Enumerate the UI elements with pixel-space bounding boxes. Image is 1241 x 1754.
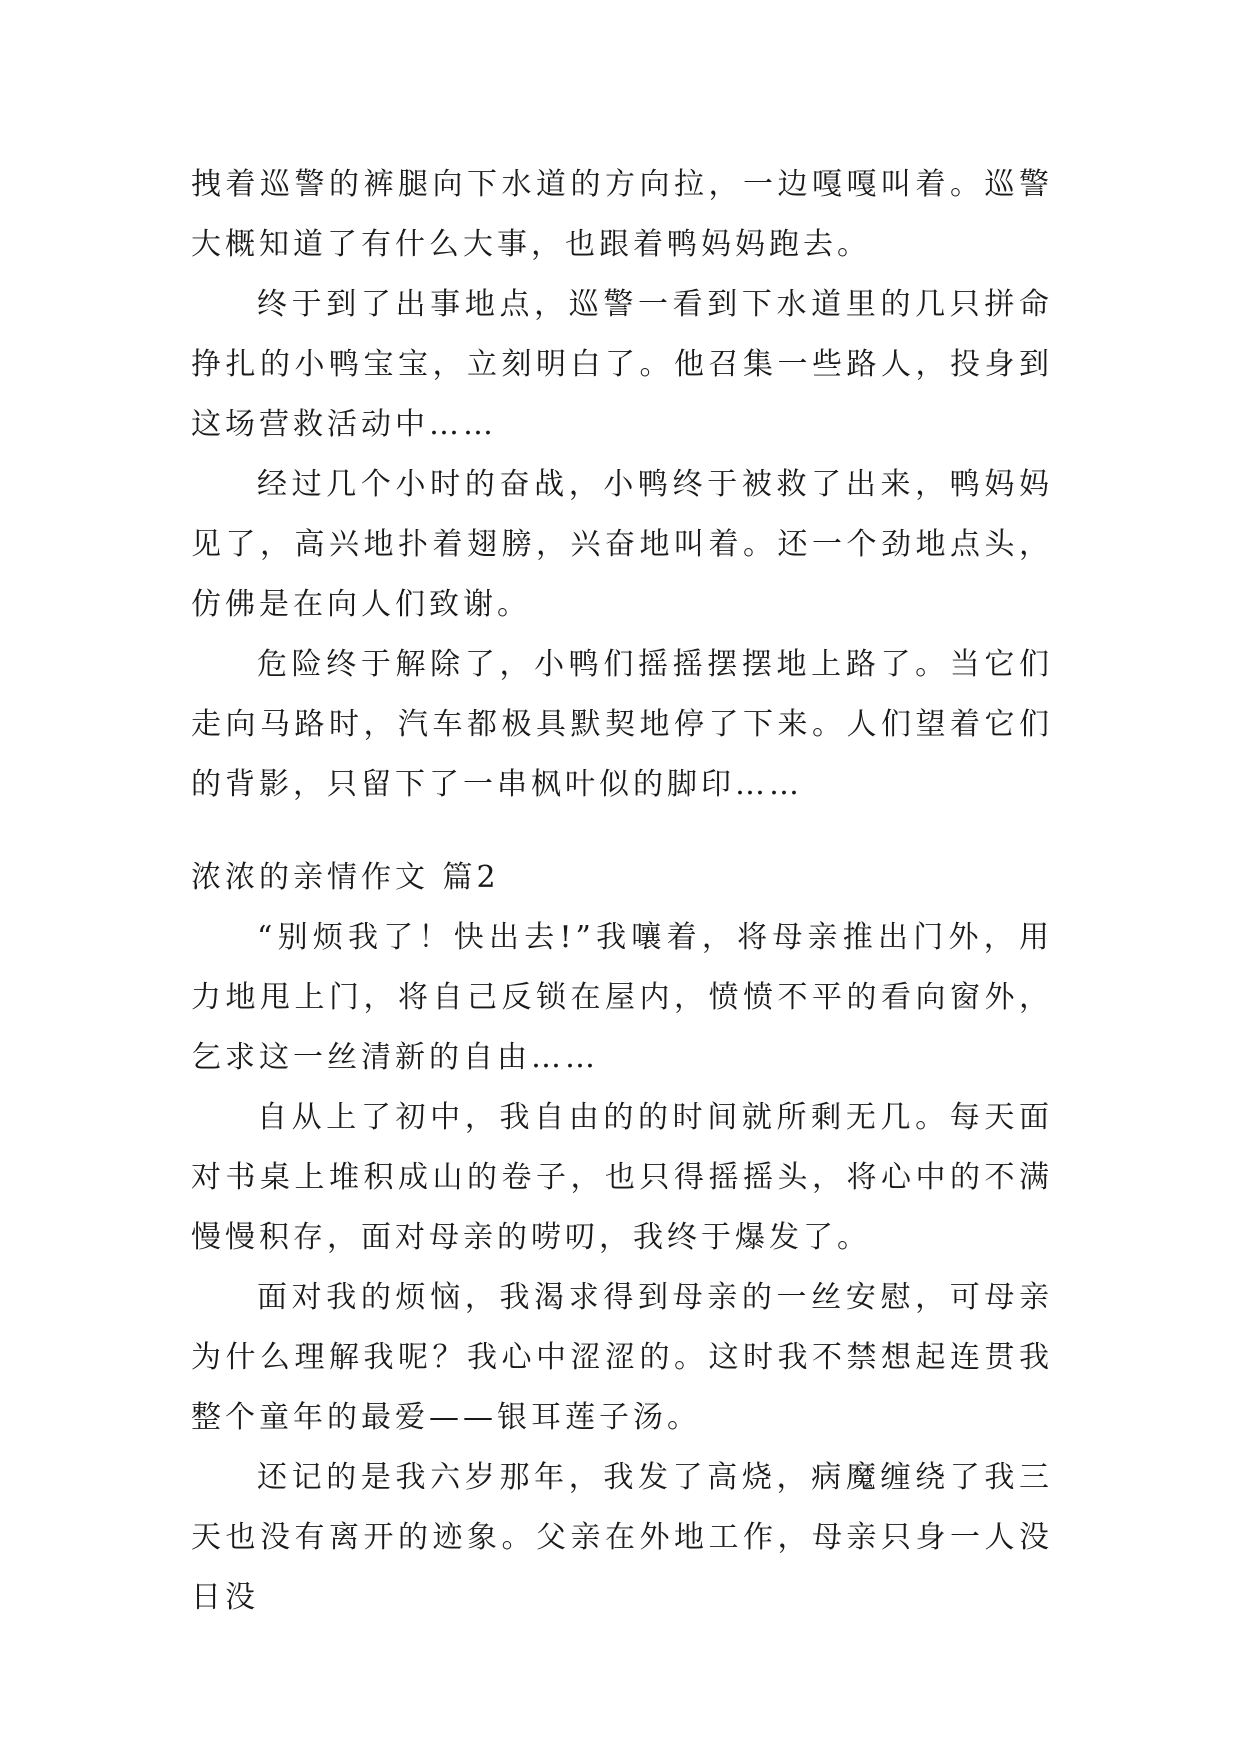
paragraph: 面对我的烦恼，我渴求得到母亲的一丝安慰，可母亲为什么理解我呢？我心中涩涩的。这时我不禁想起连贯我整个童年的最爱——银耳莲子汤。 — [191, 1280, 1053, 1435]
paragraph: 拽着巡警的裤腿向下水道的方向拉，一边嘎嘎叫着。巡警大概知道了有什么大事，也跟着鸭妈妈跑去。 — [191, 167, 1053, 262]
paragraph: 自从上了初中，我自由的的时间就所剩无几。每天面对书桌上堆积成山的卷子，也只得摇摇头，将心中的不满慢慢积存，面对母亲的唠叨，我终于爆发了。 — [191, 1100, 1053, 1255]
paragraph: 危险终于解除了，小鸭们摇摇摆摆地上路了。当它们走向马路时，汽车都极具默契地停了下来。人们望着它们的背影，只留下了一串枫叶似的脚印…… — [191, 647, 1053, 802]
essay-continuation — [191, 155, 1053, 815]
paragraph: 经过几个小时的奋战，小鸭终于被救了出来，鸭妈妈见了，高兴地扑着翅膀，兴奋地叫着。还一个劲地点头，仿佛是在向人们致谢。 — [191, 467, 1053, 622]
paragraph: 还记的是我六岁那年，我发了高烧，病魔缠绕了我三天也没有离开的迹象。父亲在外地工作，母亲只身一人没日没 — [191, 1460, 1053, 1615]
paragraph: “别烦我了！快出去!”我嚷着，将母亲推出门外，用力地甩上门，将自己反锁在屋内，愤愤不平的看向窗外，乞求这一丝清新的自由…… — [191, 920, 1053, 1075]
paragraph: 终于到了出事地点，巡警一看到下水道里的几只拼命挣扎的小鸭宝宝，立刻明白了。他召集一些路人，投身到这场营救活动中…… — [191, 287, 1053, 442]
essay-title: 浓浓的亲情作文 篇2 — [191, 860, 500, 895]
essay-body — [191, 908, 1053, 1628]
